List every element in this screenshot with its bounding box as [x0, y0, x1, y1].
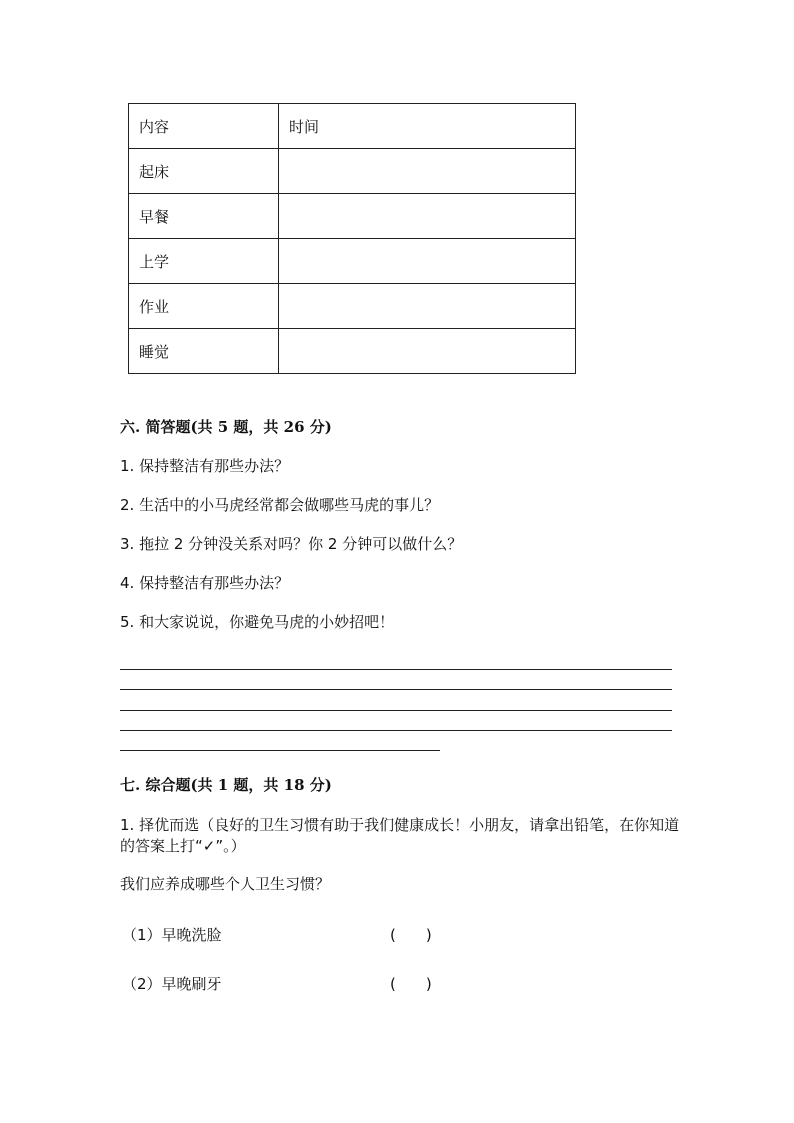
table-row — [129, 194, 576, 239]
row-item: 睡觉 — [129, 329, 279, 374]
question-6-5: 5. 和大家说说，你避免马虎的小妙招吧！ — [120, 613, 395, 631]
table-header-row — [129, 104, 576, 149]
section-7-title: 七. 综合题(共 1 题，共 18 分) — [120, 776, 332, 794]
answer-parentheses[interactable]: ( ) — [390, 926, 432, 944]
schedule-table — [128, 103, 576, 374]
question-6-1: 1. 保持整洁有那些办法？ — [120, 457, 290, 475]
row-item: 起床 — [129, 149, 279, 194]
question-7-1: 1. 择优而选（良好的卫生习惯有助于我们健康成长！小朋友，请拿出铅笔，在你知道的答案上打“✓”。） — [120, 816, 680, 855]
row-time-cell[interactable] — [279, 239, 576, 284]
option-label: （1）早晚洗脸 — [122, 926, 222, 944]
row-time-cell[interactable] — [279, 149, 576, 194]
answer-line[interactable] — [120, 750, 440, 751]
row-time-cell[interactable] — [279, 284, 576, 329]
answer-parentheses[interactable]: ( ) — [390, 975, 432, 993]
answer-line[interactable] — [120, 730, 672, 731]
table-row — [129, 329, 576, 374]
answer-line[interactable] — [120, 669, 672, 670]
row-time-cell[interactable] — [279, 329, 576, 374]
row-item: 早餐 — [129, 194, 279, 239]
row-item: 上学 — [129, 239, 279, 284]
table-row — [129, 149, 576, 194]
section-6-title: 六. 简答题(共 5 题，共 26 分) — [120, 418, 332, 436]
answer-line[interactable] — [120, 710, 672, 711]
question-6-3: 3. 拖拉 2 分钟没关系对吗？你 2 分钟可以做什么？ — [120, 535, 463, 553]
row-item: 作业 — [129, 284, 279, 329]
question-7-prompt: 我们应养成哪些个人卫生习惯？ — [120, 875, 331, 893]
question-6-4: 4. 保持整洁有那些办法？ — [120, 574, 290, 592]
table-row — [129, 284, 576, 329]
header-cell-content: 内容 — [129, 104, 279, 149]
row-time-cell[interactable] — [279, 194, 576, 239]
header-cell-time: 时间 — [279, 104, 576, 149]
table-row — [129, 239, 576, 284]
option-label: （2）早晚刷牙 — [122, 975, 222, 993]
question-6-2: 2. 生活中的小马虎经常都会做哪些马虎的事儿？ — [120, 496, 440, 514]
answer-line[interactable] — [120, 689, 672, 690]
